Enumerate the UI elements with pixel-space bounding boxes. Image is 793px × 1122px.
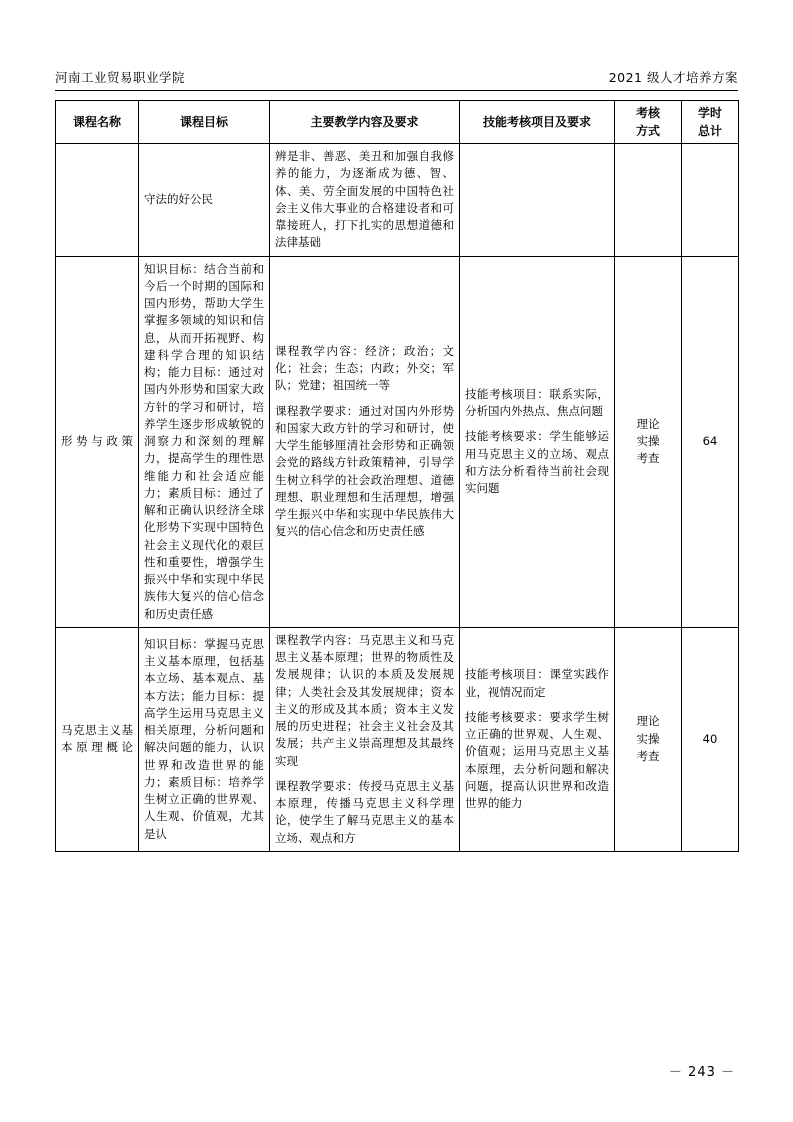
assessment-mode-line: 理论 bbox=[636, 416, 660, 431]
assessment-mode-line: 理论 bbox=[636, 714, 660, 729]
skill-assessment-paragraph: 技能考核要求：学生能够运用马克思主义的立场、观点和方法分析看待当前社会现实问题 bbox=[465, 429, 609, 496]
cell-course-goal: 知识目标：结合当前和今后一个时期的国际和国内形势，帮助大学生掌握多领域的知识和信息，从而开拓视野、构建科学合理的知识结构；能力目标：通过对国内外形势和国家大政方针的学习和研讨，培养学生逐步形成敏锐的洞察力和深刻的理解力，提高学生的理性思维能力和社会适应能力；素质目标：通过了解和正确认识经济全球化形势下实现中国特色社会主义现代化的艰巨性和重要性，增强学生振兴中华和实现中华民族伟大复兴的信心信念和历史责任感 bbox=[139, 256, 270, 627]
skill-assessment-paragraph: 技能考核要求：要求学生树立正确的世界观、人生观、价值观；运用马克思主义基本原理，去分析问题和解决问题，提高认识世界和改造世界的能力 bbox=[465, 709, 609, 810]
header-institution: 河南工业贸易职业学院 bbox=[55, 70, 186, 85]
assessment-mode-line: 实操 bbox=[636, 434, 660, 448]
cell-total-hours: 40 bbox=[682, 627, 739, 851]
column-header-assessment-mode-line2: 方式 bbox=[635, 124, 660, 138]
cell-skill-assessment bbox=[460, 627, 615, 851]
column-header-course-goal: 课程目标 bbox=[139, 101, 270, 144]
cell-total-hours: 64 bbox=[682, 256, 739, 627]
page-number: － 243 － bbox=[668, 1065, 735, 1080]
skill-assessment-paragraph: 技能考核项目：课堂实践作业，视情况而定 bbox=[465, 667, 609, 699]
table-row bbox=[56, 256, 739, 627]
table-row bbox=[56, 144, 739, 257]
curriculum-table bbox=[55, 100, 739, 852]
column-header-total-hours bbox=[682, 101, 739, 144]
teaching-content-paragraph: 课程教学要求：传授马克思主义基本原理，传播马克思主义科学理论，使学生了解马克思主义的基本立场、观点和方 bbox=[275, 778, 454, 845]
cell-total-hours bbox=[682, 144, 739, 257]
cell-course-goal: 守法的好公民 bbox=[139, 144, 270, 257]
assessment-mode-line: 实操 bbox=[636, 731, 660, 746]
assessment-mode-line: 考查 bbox=[636, 451, 660, 466]
teaching-content-paragraph: 课程教学要求：通过对国内外形势和国家大政方针的学习和研讨，使大学生能够厘清社会形势和正确领会党的路线方针政策精神，引导学生树立科学的社会政治理想、道德理想、职业理想和生活理想，增强学生振兴中华和实现中华民族伟大复兴的信心信念和历史责任感 bbox=[275, 403, 454, 539]
cell-assessment-mode bbox=[615, 256, 682, 627]
assessment-mode-line: 考查 bbox=[636, 748, 660, 763]
cell-teaching-content: 辨是非、善恶、美丑和加强自我修养的能力，为逐渐成为德、智、体、美、劳全面发展的中国特色社会主义伟大事业的合格建设者和可靠接班人，打下扎实的思想道德和法律基础 bbox=[270, 144, 460, 257]
cell-skill-assessment bbox=[460, 144, 615, 257]
column-header-assessment-mode-line1: 考核 bbox=[635, 106, 660, 120]
teaching-content-paragraph: 课程教学内容：马克思主义和马克思主义基本原理；世界的物质性及发展规律；认识的本质及发展规律；人类社会及其发展规律；资本主义的形成及其本质；资本主义发展的历史进程；社会主义社会及其发展；共产主义崇高理想及其最终实现 bbox=[275, 632, 454, 768]
table-row bbox=[56, 627, 739, 851]
cell-assessment-mode bbox=[615, 627, 682, 851]
table-header-row bbox=[56, 101, 739, 144]
column-header-course-name: 课程名称 bbox=[56, 101, 139, 144]
column-header-total-hours-line1: 学时 bbox=[697, 106, 722, 120]
cell-teaching-content bbox=[270, 256, 460, 627]
skill-assessment-paragraph: 技能考核项目：联系实际，分析国内外热点、焦点问题 bbox=[465, 386, 609, 419]
cell-skill-assessment bbox=[460, 256, 615, 627]
cell-course-name: 马克思主义基本原理概论 bbox=[56, 627, 139, 851]
column-header-teaching-content: 主要教学内容及要求 bbox=[270, 101, 460, 144]
cell-assessment-mode bbox=[615, 144, 682, 257]
column-header-skill-assessment: 技能考核项目及要求 bbox=[460, 101, 615, 144]
teaching-content-paragraph: 课程教学内容：经济；政治；文化；社会；生态；内政；外交；军队；党建；祖国统一等 bbox=[275, 343, 454, 393]
cell-teaching-content bbox=[270, 627, 460, 851]
page-header bbox=[55, 62, 738, 91]
column-header-total-hours-line2: 总计 bbox=[697, 124, 722, 138]
cell-course-name bbox=[56, 144, 139, 257]
cell-course-name: 形势与政策 bbox=[56, 256, 139, 627]
cell-course-goal: 知识目标：掌握马克思主义基本原理，包括基本立场、基本观点、基本方法；能力目标：提高学生运用马克思主义相关原理，分析问题和解决问题的能力，认识世界和改造世界的能力；素质目标：培养学生树立正确的世界观、人生观、价值观，尤其是认 bbox=[139, 627, 270, 851]
column-header-assessment-mode bbox=[615, 101, 682, 144]
header-document-title: 2021 级人才培养方案 bbox=[608, 70, 738, 85]
